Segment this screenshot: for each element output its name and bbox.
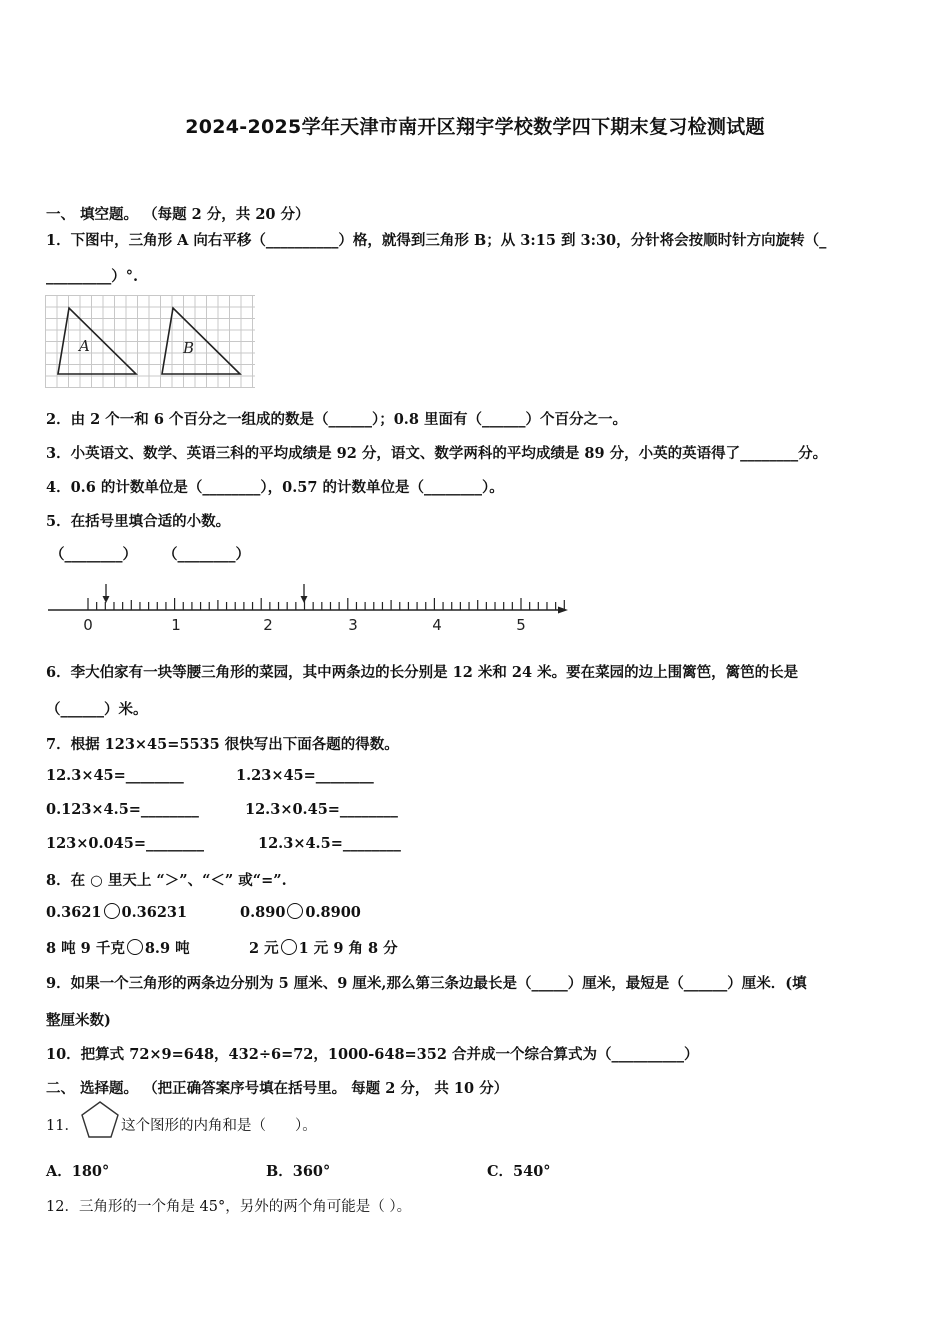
question-10: 10．把算式 72×9=648，432÷6=72，1000-648=352 合并成一个综合算式为（__________）: [46, 1046, 699, 1063]
number-line-ticks: [88, 598, 564, 610]
section-1-heading: 一、 填空题。 （每题 2 分，共 20 分）: [46, 206, 310, 223]
question-8: 8．在 ○ 里天上 “＞”、“＜” 或“=”.: [46, 872, 287, 889]
compare-circle[interactable]: [127, 939, 143, 955]
q11-option-c[interactable]: C．540°: [487, 1163, 551, 1180]
tick-label-4: 4: [432, 616, 442, 634]
q8-item-4-left: 2 元: [249, 940, 279, 957]
compare-circle[interactable]: [104, 903, 120, 919]
tick-label-5: 5: [516, 616, 526, 634]
tick-label-2: 2: [263, 616, 273, 634]
question-5: 5．在括号里填合适的小数。: [46, 513, 231, 530]
question-9-line-1: 9．如果一个三角形的两条边分别为 5 厘米、9 厘米,那么第三条边最长是（_____）厘米，最短是（______）厘米．(填: [46, 975, 807, 992]
tick-label-0: 0: [83, 616, 93, 634]
question-6-line-1: 6．李大伯家有一块等腰三角形的菜园，其中两条边的长分别是 12 米和 24 米。要在菜园的边上围篱笆，篱笆的长是: [46, 664, 799, 681]
q8-item-1: [46, 903, 187, 921]
q8-item-4: [249, 937, 398, 958]
q8-item-3: [46, 937, 190, 958]
q8-item-3-right: 8.9 吨: [144, 940, 190, 957]
question-7: 7．根据 123×45=5535 很快写出下面各题的得数。: [46, 736, 399, 753]
compare-circle[interactable]: [281, 939, 297, 955]
pentagon-figure: [79, 1100, 121, 1140]
question-2: 2．由 2 个一和 6 个百分之一组成的数是（______）；0.8 里面有（______）个百分之一。: [46, 411, 627, 428]
question-6-line-2: （______）米。: [46, 701, 148, 718]
q8-item-2-left: 0.890: [240, 904, 286, 921]
question-5-blank-1: （________）: [50, 546, 137, 563]
q7-item-3: 0.123×4.5=________: [46, 801, 199, 818]
compare-circle[interactable]: [287, 903, 303, 919]
q11-option-b[interactable]: B．360°: [266, 1163, 331, 1180]
q7-item-2: 1.23×45=________: [236, 767, 374, 784]
triangle-b-label: B: [183, 339, 195, 357]
q8-item-1-left: 0.3621: [46, 904, 102, 921]
section-2-heading: 二、 选择题。 （把正确答案序号填在括号里。 每题 2 分， 共 10 分）: [46, 1080, 509, 1097]
question-11: 这个图形的内角和是（ ）。: [121, 1118, 317, 1134]
number-line-arrowhead: [558, 607, 568, 614]
page-title: 2024-2025学年天津市南开区翔宇学校数学四下期末复习检测试题: [185, 116, 765, 138]
question-3: 3．小英语文、数学、英语三科的平均成绩是 92 分，语文、数学两科的平均成绩是 89 分，小英的英语得了________分。: [46, 445, 828, 462]
q7-item-4: 12.3×0.45=________: [245, 801, 398, 818]
q7-item-5: 123×0.045=________: [46, 835, 204, 852]
triangle-grid-figure: [45, 295, 255, 388]
question-5-blank-2: （________）: [163, 546, 250, 563]
q7-item-6: 12.3×4.5=________: [258, 835, 401, 852]
q11-option-a[interactable]: A．180°: [46, 1163, 110, 1180]
number-line-marker-1: [103, 584, 110, 603]
question-4: 4．0.6 的计数单位是（________），0.57 的计数单位是（________）。: [46, 479, 504, 496]
q8-item-2: [240, 903, 361, 921]
question-9-line-2: 整厘米数): [46, 1012, 111, 1029]
question-1-line-2: _________）°.: [46, 268, 139, 285]
question-1-line-1: 1．下图中，三角形 A 向右平移（__________）格，就得到三角形 B；从 3:15 到 3:30，分针将会按顺时针方向旋转（_: [46, 232, 827, 249]
tick-label-1: 1: [171, 616, 181, 634]
q8-item-2-right: 0.8900: [305, 904, 361, 921]
q7-item-1: 12.3×45=________: [46, 767, 184, 784]
q8-item-4-right: 1 元 9 角 8 分: [298, 940, 398, 957]
number-line-marker-2: [301, 584, 308, 603]
question-12: 12．三角形的一个角是 45°，另外的两个角可能是（ ）。: [46, 1199, 412, 1215]
triangle-a-label: A: [79, 337, 90, 355]
tick-label-3: 3: [348, 616, 358, 634]
q8-item-3-left: 8 吨 9 千克: [46, 940, 125, 957]
number-line: [40, 580, 580, 635]
question-11-number: 11．: [46, 1118, 79, 1134]
q8-item-1-right: 0.36231: [121, 904, 188, 921]
